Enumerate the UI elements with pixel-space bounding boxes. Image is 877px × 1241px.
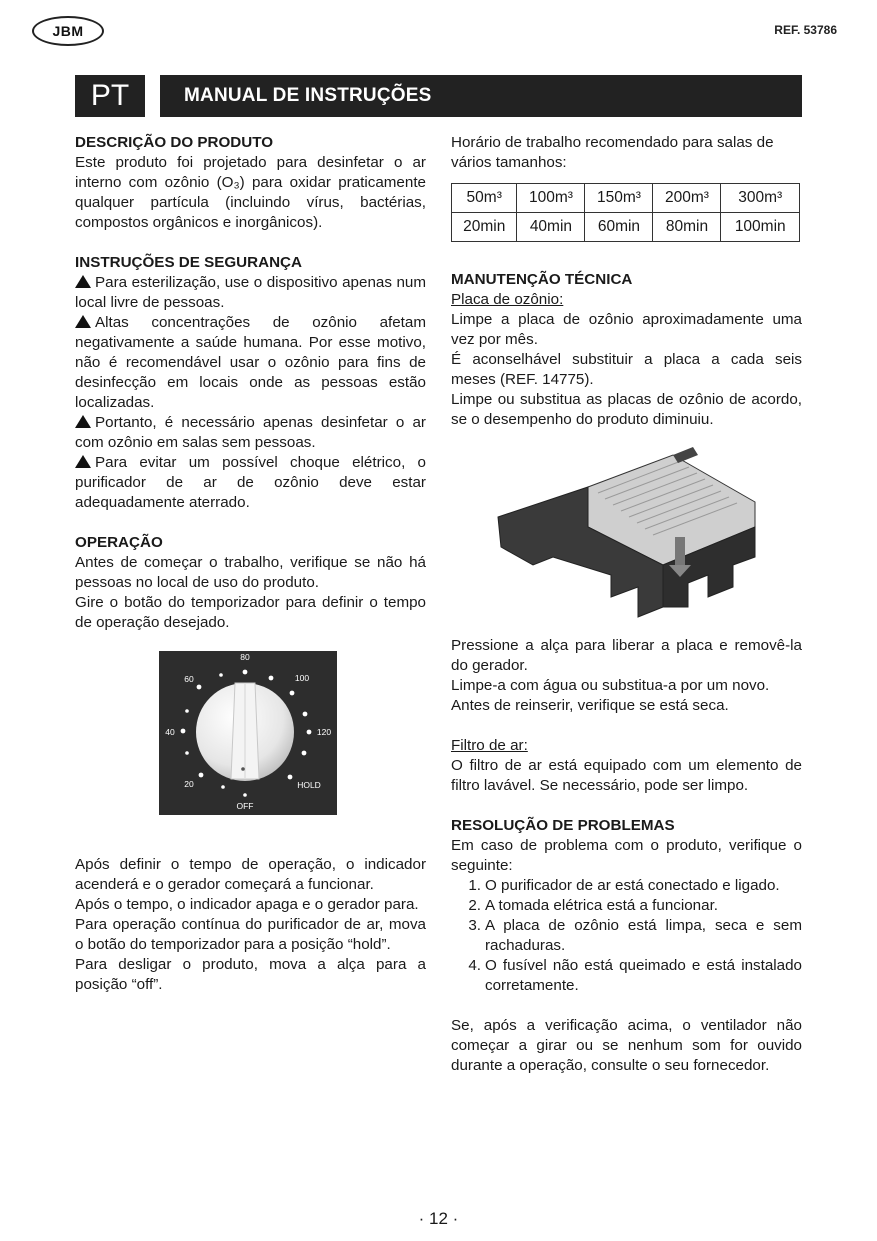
table-cell: 150m³ (585, 184, 653, 213)
timer-label-20: 20 (184, 779, 194, 789)
press-text: Limpe-a com água ou substitua-a por um novo. (451, 677, 770, 694)
operation-text: Gire o botão do temporizador para definir o tempo de operação desejado. (75, 594, 426, 631)
troubleshooting-intro: Em caso de problema com o produto, verifique o seguinte: (451, 837, 802, 874)
check-list (451, 876, 802, 996)
maintenance-text: Limpe ou substitua as placas de ozônio de acordo, se o desempenho do produto diminuiu. (451, 391, 802, 428)
air-filter-subheading: Filtro de ar: (451, 737, 528, 754)
reference-number: REF. 53786 (774, 23, 837, 37)
table-row (452, 184, 800, 213)
maintenance-text: Limpe a placa de ozônio aproximadamente uma vez por mês. (451, 311, 802, 348)
table-cell: 60min (585, 213, 653, 242)
safety-item: Portanto, é necessário apenas desinfetar o ar com ozônio em salas sem pessoas. (75, 414, 426, 451)
table-cell: 200m³ (653, 184, 721, 213)
after-text: Após definir o tempo de operação, o indicador acenderá e o gerador começará a funcionar. (75, 856, 426, 893)
logo-text: JBM (52, 23, 84, 39)
list-item: 1. O purificador de ar está conectado e ligado. (468, 877, 780, 894)
table-cell: 100min (721, 213, 800, 242)
table-row (452, 213, 800, 242)
timer-label-60: 60 (184, 674, 194, 684)
page-number: · 12 · (418, 1209, 459, 1228)
after-text: Para desligar o produto, mova a alça para a posição “off”. (75, 956, 426, 993)
warning-icon (75, 415, 91, 428)
safety-heading: INSTRUÇÕES DE SEGURANÇA (75, 254, 302, 271)
operation-heading: OPERAÇÃO (75, 534, 163, 551)
left-column (75, 133, 426, 995)
press-text: Pressione a alça para liberar a placa e removê-la do gerador. (451, 637, 802, 674)
timer-label-off: OFF (236, 801, 254, 811)
operation-text: Antes de começar o trabalho, verifique se não há pessoas no local de uso do produto. (75, 554, 426, 591)
maintenance-text: É aconselhável substituir a placa a cada seis meses (REF. 14775). (451, 351, 802, 388)
safety-item: Para evitar um possível choque elétrico, o purificador de ar de ozônio deve estar adequadamente aterrado. (75, 454, 426, 511)
table-cell: 300m³ (721, 184, 800, 213)
warning-icon (75, 455, 91, 468)
closing-text: Se, após a verificação acima, o ventilador não começar a girar ou se nenhum som for ouvido durante a operação, consulte o seu fornecedor. (451, 1017, 802, 1074)
description-text: Este produto foi projetado para desinfetar o ar interno com ozônio (O₃) para oxidar praticamente qualquer partícula (incluindo vírus, bactérias, compostos orgânicos e inorgânicos). (75, 154, 426, 231)
safety-item: Para esterilização, use o dispositivo apenas num local livre de pessoas. (75, 274, 426, 311)
language-badge: PT (75, 75, 145, 117)
filter-text: O filtro de ar está equipado com um elemento de filtro lavável. Se necessário, pode ser limpo. (451, 757, 802, 794)
timer-knob-figure (159, 651, 337, 815)
schedule-table (451, 183, 800, 242)
timer-label-80: 80 (240, 652, 250, 662)
after-text: Para operação contínua do purificador de ar, mova o botão do temporizador para a posição “hold”. (75, 916, 426, 953)
warning-icon (75, 315, 91, 328)
table-cell: 20min (452, 213, 517, 242)
press-text: Antes de reinserir, verifique se está seca. (451, 697, 729, 714)
safety-item: Altas concentrações de ozônio afetam negativamente a saúde humana. Por esse motivo, não é recomendável usar o ozônio para fins de desinfecção em locais onde as pessoas estão localizadas. (75, 314, 426, 411)
timer-label-120: 120 (316, 727, 332, 737)
timer-label-hold: HOLD (297, 780, 321, 790)
description-heading: DESCRIÇÃO DO PRODUTO (75, 134, 274, 151)
table-cell: 50m³ (452, 184, 517, 213)
ozone-plate-subheading: Placa de ozônio: (451, 291, 564, 308)
timer-label-40: 40 (165, 727, 175, 737)
schedule-text: Horário de trabalho recomendado para salas de vários tamanhos: (451, 134, 774, 171)
list-item: 3. A placa de ozônio está limpa, seca e sem rachaduras. (468, 917, 802, 954)
table-cell: 100m³ (517, 184, 585, 213)
list-item: 2. A tomada elétrica está a funcionar. (468, 897, 719, 914)
after-text: Após o tempo, o indicador apaga e o gerador para. (75, 896, 419, 913)
ozone-plate-figure (493, 447, 763, 627)
troubleshooting-heading: RESOLUÇÃO DE PROBLEMAS (451, 817, 675, 834)
warning-icon (75, 275, 91, 288)
page-title: MANUAL DE INSTRUÇÕES (160, 75, 802, 117)
list-item: 4. O fusível não está queimado e está instalado corretamente. (468, 957, 802, 994)
table-cell: 40min (517, 213, 585, 242)
jbm-logo (32, 16, 104, 46)
table-cell: 80min (653, 213, 721, 242)
maintenance-heading: MANUTENÇÃO TÉCNICA (451, 271, 633, 288)
timer-label-100: 100 (294, 673, 310, 683)
